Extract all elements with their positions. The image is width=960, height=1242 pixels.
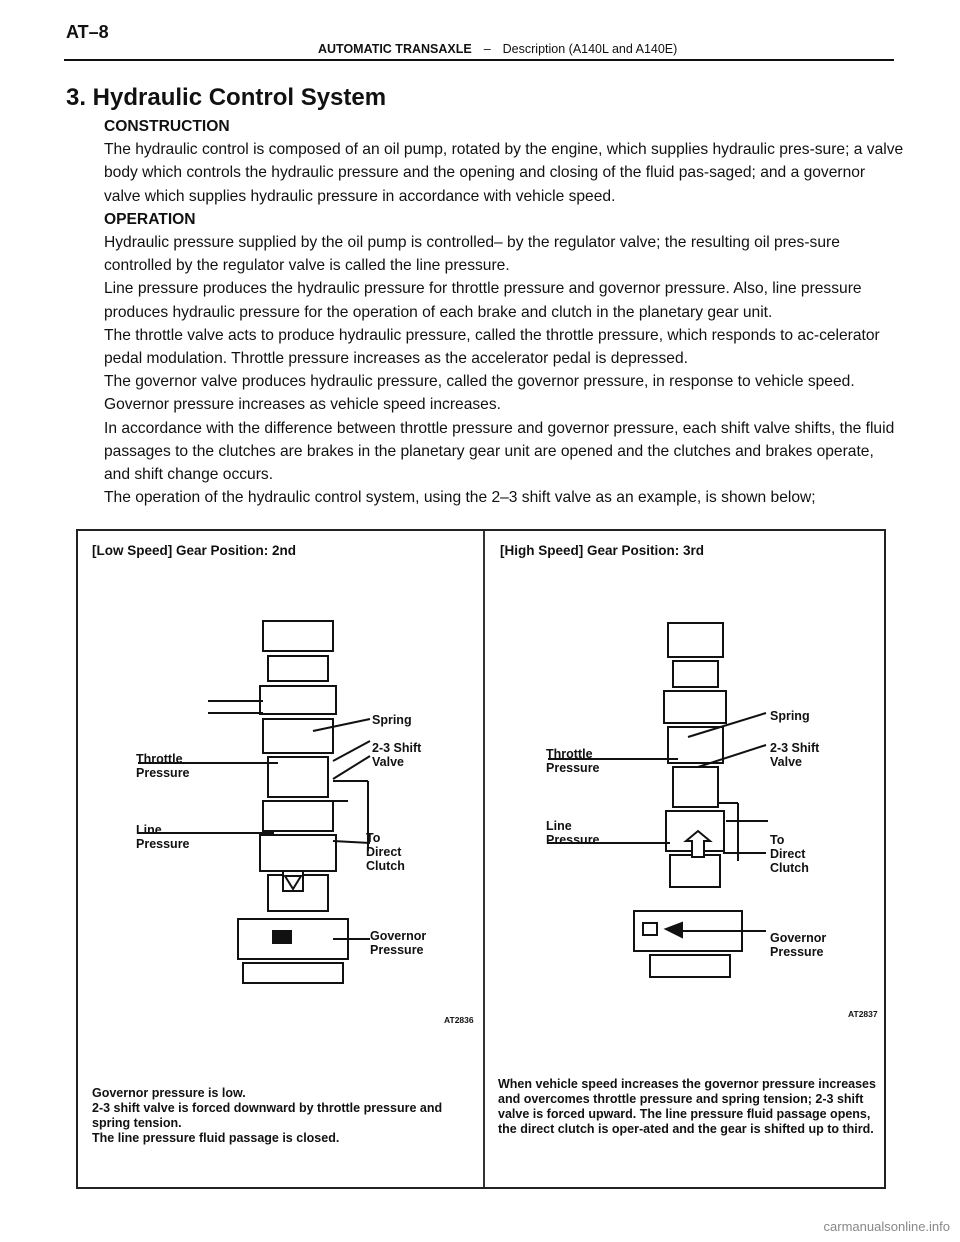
left-throttle-label: Throttle Pressure [136, 752, 190, 780]
paragraph: The hydraulic control is composed of an oil pump, rotated by the engine, which supplies hydraulic pres-sure; a valve body which controls the hydraulic pressure and the opening and closing of the fluid pas-saged; and a governor valve which supplies hydraulic pressure in accordance with vehicle speed. [104, 141, 904, 205]
right-governor-label: Governor Pressure [770, 931, 827, 959]
left-valve-diagram [138, 621, 370, 983]
left-spring-label: Spring [372, 713, 412, 727]
left-shift-valve-label: 2-3 Shift Valve [372, 741, 422, 769]
header-separator: – [483, 42, 491, 56]
left-line-label: Line Pressure [136, 823, 190, 851]
body-text [104, 115, 904, 509]
left-caption-line: Governor pressure is low. [92, 1086, 246, 1100]
right-caption-line: When vehicle speed increases the governor pressure increases and overcomes throttle pressure and spring tension; 2-3 shift valve is forced upward. The line pressure fluid passage opens, the direct clutch is oper-ated and the gear is shifted up to third. [498, 1077, 876, 1136]
subsection-name: Description (A140L and A140E) [502, 42, 678, 56]
left-governor-label: Governor Pressure [370, 929, 427, 957]
hydraulic-figure [76, 529, 886, 1189]
paragraph: The throttle valve acts to produce hydraulic pressure, called the throttle pressure, which responds to ac-celerator pedal modulation. Throttle pressure increases as the accelerator pedal is depressed. [104, 326, 880, 368]
header-rule [64, 59, 894, 61]
right-direct-clutch-label: To Direct Clutch [770, 833, 809, 875]
right-line-label: Line Pressure [546, 819, 600, 847]
right-caption [498, 1077, 876, 1137]
running-header [318, 42, 677, 56]
subheading: CONSTRUCTION [104, 118, 230, 135]
right-valve-diagram [548, 623, 768, 977]
subheading: OPERATION [104, 210, 196, 228]
left-figure-code: AT2836 [444, 1015, 474, 1025]
right-figure-code: AT2837 [848, 1009, 878, 1019]
right-throttle-label: Throttle Pressure [546, 747, 600, 775]
right-shift-valve-label: 2-3 Shift Valve [770, 741, 820, 769]
paragraph: The operation of the hydraulic control system, using the 2–3 shift valve as an example, is shown below; [104, 489, 816, 507]
paragraph: The governor valve produces hydraulic pressure, called the governor pressure, in response to vehicle speed. Governor pressure increases as vehicle speed increases. [104, 373, 855, 414]
paragraph: In accordance with the difference between throttle pressure and governor pressure, each shift valve shifts, the fluid passages to the clutches are brakes in the planetary gear unit are opened and the clutches and brakes operate, and shift change occurs. [104, 419, 895, 484]
watermark: carmanualsonline.info [823, 1219, 950, 1234]
page-number: AT–8 [66, 22, 109, 42]
left-direct-clutch-label: To Direct Clutch [366, 831, 405, 873]
right-panel-title: [High Speed] Gear Position: 3rd [500, 543, 705, 558]
left-panel-title: [Low Speed] Gear Position: 2nd [92, 543, 297, 558]
left-caption [92, 1086, 476, 1146]
paragraph: Hydraulic pressure supplied by the oil pump is controlled– by the regulator valve; the resulting oil pres-sure controlled by the regulator valve is called the line pressure. [104, 234, 840, 275]
left-caption-line: 2-3 shift valve is forced downward by throttle pressure and spring tension. [92, 1101, 443, 1130]
left-caption-line: The line pressure fluid passage is closed. [92, 1131, 340, 1145]
panel-divider [483, 531, 485, 1187]
paragraph: Line pressure produces the hydraulic pressure for throttle pressure and governor pressure. Also, line pressure produces hydraulic pressure for the operation of each brake and clutch in the planetary gear unit. [104, 280, 862, 321]
section-title: 3. Hydraulic Control System [66, 84, 387, 111]
section-name: AUTOMATIC TRANSAXLE [318, 42, 472, 56]
right-spring-label: Spring [770, 709, 810, 723]
